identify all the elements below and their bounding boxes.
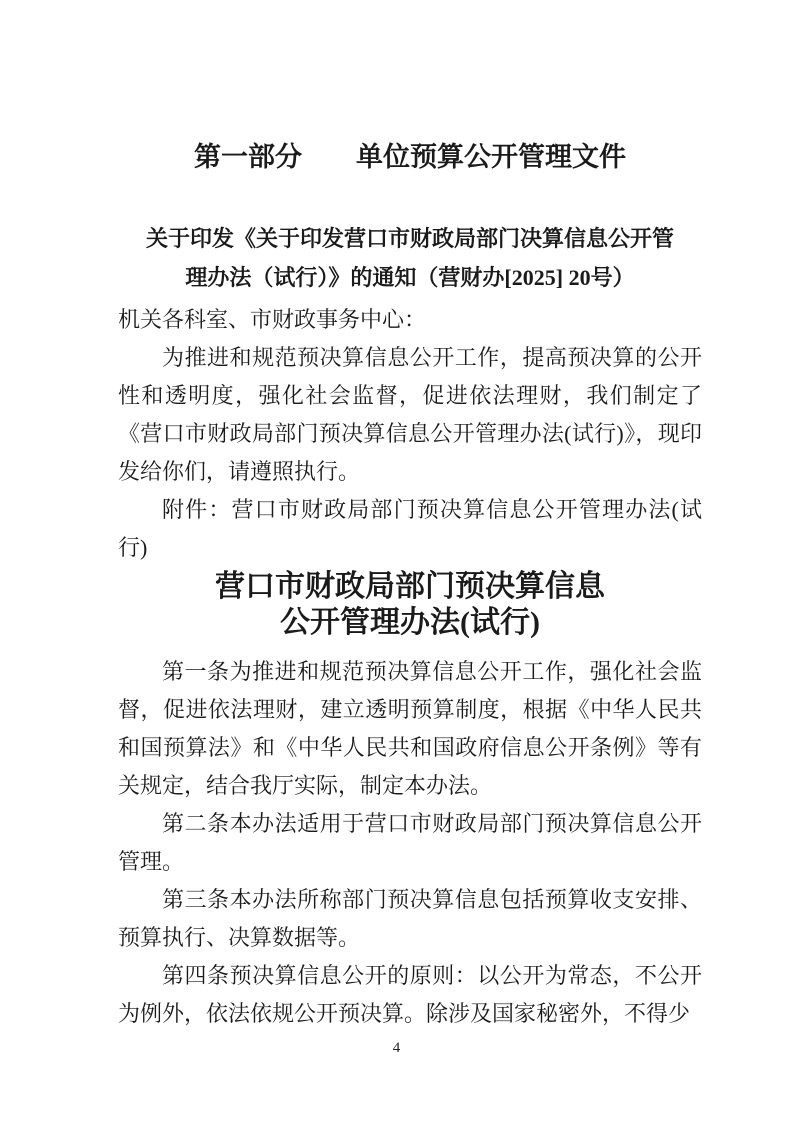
article-4-paragraph: 第四条预决算信息公开的原则：以公开为常态，不公开为例外，依法依规公开预决算。除涉及国家秘密外，不得少 <box>118 963 702 1026</box>
notice-title <box>118 219 702 297</box>
article-1-paragraph: 第一条为推进和规范预决算信息公开工作，强化社会监督，促进依法理财，建立透明预算制度，根据《中华人民共和国预算法》和《中华人民共和国政府信息公开条例》等有关规定，结合我厅实际，制定本办法。 <box>118 659 702 798</box>
part-title: 第一部分 单位预算公开管理文件 <box>194 142 626 172</box>
salutation-line: 机关各科室、市财政事务中心： <box>118 307 427 332</box>
measures-title-line-2: 公开管理办法(试行) <box>280 606 540 639</box>
measures-title <box>118 569 702 641</box>
article-3-paragraph: 第三条本办法所称部门预决算信息包括预算收支安排、预算执行、决算数据等。 <box>118 887 702 950</box>
notice-title-line-1: 关于印发《关于印发营口市财政局部门决算信息公开管 <box>145 226 674 251</box>
article-2-paragraph: 第二条本办法适用于营口市财政局部门预决算信息公开管理。 <box>118 811 702 874</box>
notice-body-paragraph: 为推进和规范预决算信息公开工作，提高预决算的公开性和透明度，强化社会监督，促进依法理财，我们制定了《营口市财政局部门预决算信息公开管理办法(试行)》，现印发给你们，请遵照执行。 <box>118 345 702 484</box>
page-number: 4 <box>392 1040 401 1056</box>
attachment-line: 附件：营口市财政局部门预决算信息公开管理办法(试行) <box>118 497 702 560</box>
notice-title-line-2: 理办法（试行）》的通知（营财办[2025] 20号） <box>185 265 635 290</box>
measures-title-line-1: 营口市财政局部门预决算信息 <box>215 570 605 603</box>
